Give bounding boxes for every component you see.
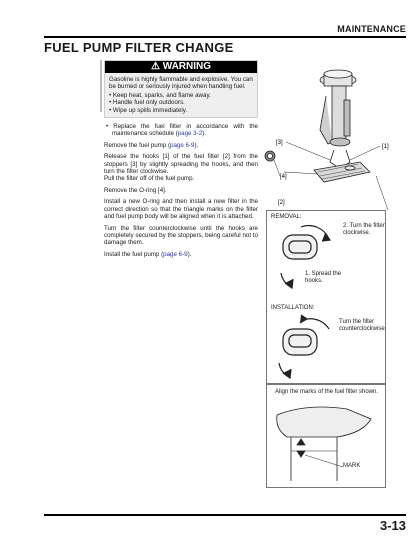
removal-installation-figure	[266, 210, 386, 384]
step-remove-pump: Remove the fuel pump (page 6-9).	[104, 141, 199, 149]
warning-box	[104, 60, 258, 118]
step-install-filter: Install a new O-ring and then install a new filter in the correct direction so that the triangle marks on the filter and fuel pump body will be aligned when it is attached.	[104, 198, 258, 221]
schedule-note-item: • Replace the fuel filter in accordance with the maintenance schedule (page 3-2).	[104, 123, 258, 138]
warning-heading	[105, 61, 257, 73]
turn-ccw-label: Turn the filter counterclockwise.	[339, 319, 387, 332]
removal-installation-drawing	[267, 211, 387, 385]
page-link[interactable]: page 6-9	[170, 141, 195, 149]
warning-heading-text: WARNING	[162, 61, 212, 72]
callout-label-2: [2]	[278, 200, 285, 206]
footer-rule	[44, 514, 406, 516]
page-link[interactable]: page 3-2	[177, 130, 203, 138]
warning-item: • Keep heat, sparks, and flame away.	[109, 92, 257, 99]
page-number: 3-13	[379, 518, 406, 533]
warning-sidebar-bar	[100, 60, 102, 112]
alignment-figure	[266, 384, 386, 488]
section-header: MAINTENANCE	[337, 24, 406, 34]
mark-label: MARK	[343, 463, 361, 469]
warning-triangle-icon: ⚠	[150, 61, 160, 72]
callout-label-4: [4]	[280, 174, 287, 180]
turn-clockwise-label: 2. Turn the filter clockwise.	[343, 223, 385, 236]
header-rule	[44, 36, 406, 38]
warning-item: • Handle fuel only outdoors.	[109, 99, 257, 106]
alignment-drawing	[267, 385, 387, 489]
step-turn-filter: Turn the filter counterclockwise until the hooks are completely secured by the stoppers, being careful not to damage them.	[104, 224, 258, 247]
page-title: FUEL PUMP FILTER CHANGE	[44, 40, 234, 55]
instruction-column	[104, 60, 258, 258]
fuel-pump-exploded-figure	[258, 60, 408, 210]
step-install-pump: Install the fuel pump (page 6-9).	[104, 250, 192, 258]
step-remove-oring: Remove the O-ring [4].	[104, 186, 167, 194]
callout-label-1: [1]	[382, 144, 389, 150]
callout-label-3: [3]	[276, 140, 283, 146]
spread-hooks-label: 1. Spread the hooks.	[305, 271, 342, 284]
schedule-note	[104, 123, 258, 138]
warning-text: Gasoline is highly flammable and explosive. You can be burned or seriously injured when handling fuel.	[109, 76, 253, 91]
warning-list	[105, 92, 257, 114]
page-link[interactable]: page 6-9	[163, 250, 188, 258]
warning-item: • Wipe up spills immediately.	[109, 107, 257, 114]
alignment-caption: Align the marks of the fuel filter shown.	[275, 389, 379, 395]
removal-heading: REMOVAL:	[271, 214, 302, 220]
step-release-hooks: Release the hooks [1] of the fuel filter [2] from the stoppers [3] by slightly spreading the hooks, and then turn the filter clockwise. Pull the filter off of the fuel pump.	[104, 153, 258, 183]
installation-heading: INSTALLATION:	[271, 305, 315, 311]
